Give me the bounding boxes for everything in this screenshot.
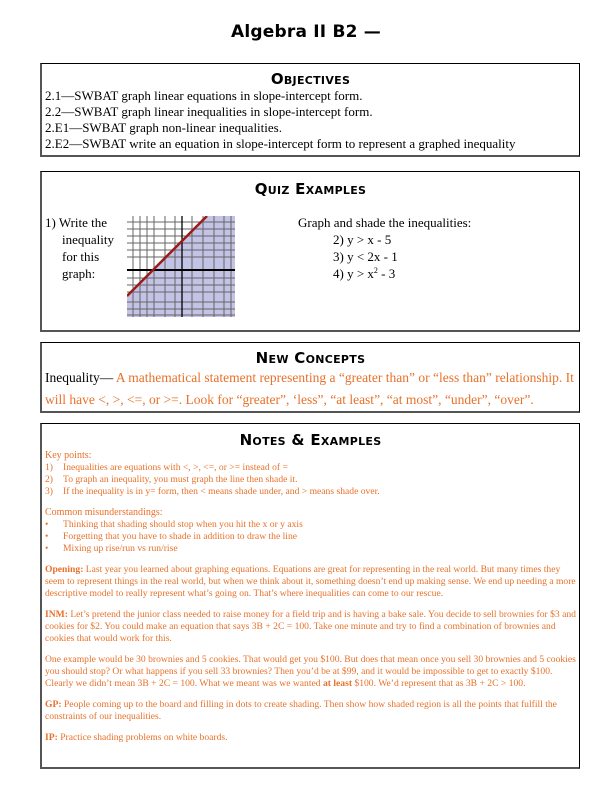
quiz-q1-line: graph: — [62, 266, 96, 281]
misunderstanding-item — [45, 519, 576, 531]
key-point-text: Inequalities are equations with <, >, <=, or >= instead of = — [63, 462, 288, 473]
list-marker: 3) — [45, 486, 53, 497]
key-point-item — [45, 462, 576, 474]
notes-examples-section — [40, 423, 580, 769]
ip-text: Practice shading problems on white boards. — [57, 732, 228, 743]
list-marker: 1) — [45, 462, 53, 473]
concepts-heading: New Concepts — [255, 349, 366, 367]
key-point-text: If the inequality is in y= form, then < means shade under, and > means shade over. — [63, 486, 380, 497]
objectives-section — [40, 63, 580, 157]
objectives-heading: Objectives — [270, 70, 351, 88]
gp-label: GP: — [45, 699, 62, 710]
misunderstanding-text: Forgetting that you have to shade in addition to draw the line — [63, 531, 298, 542]
new-concepts-section — [40, 342, 580, 413]
misunderstanding-text: Mixing up rise/run vs run/rise — [63, 543, 178, 554]
quiz-q1-line: 1) Write the — [45, 215, 108, 230]
ip-paragraph — [45, 732, 576, 744]
inequality-graph — [127, 216, 235, 317]
quiz-q1-line: for this — [62, 249, 100, 264]
inm-paragraph — [45, 609, 576, 645]
objective-item: 2.E2—SWBAT write an equation in slope-intercept form to represent a graphed inequality — [45, 136, 516, 151]
bullet-icon: • — [45, 531, 49, 542]
ip-label: IP: — [45, 732, 58, 743]
example-text: One example would be 30 brownies and 5 cookies. That would get you $100. But does that mean once you sell 30 brownies and 5 cookies you should stop? Or what happens if you sell 33 brownies? Then you’d be at $99, and it would be impossible to get to exactly $100. Clearly we didn’t mean 3B + 2C = 100. What we meant was we wanted — [45, 654, 576, 689]
quiz-graph-and-shade — [298, 214, 471, 282]
example-emphasis: at least — [322, 678, 353, 689]
objective-item: 2.2—SWBAT graph linear inequalities in slope-intercept form. — [45, 104, 373, 119]
example-paragraph — [45, 654, 576, 690]
quiz-q1-line: inequality — [62, 232, 114, 247]
quiz-item-2: 2) y > x - 5 — [333, 232, 392, 247]
quiz-item-4 — [298, 265, 471, 282]
quiz-item-4-base: 4) y > x — [333, 266, 374, 281]
inm-label: INM: — [45, 609, 68, 620]
opening-label: Opening: — [45, 564, 84, 575]
misunderstandings-list — [45, 519, 576, 555]
misunderstanding-item — [45, 531, 576, 543]
key-point-text: To graph an inequality, you must graph the line then shade it. — [63, 474, 298, 485]
key-points-title: Key points: — [45, 450, 92, 461]
example-text-end: $100. We’d represent that as 3B + 2C > 100. — [352, 678, 526, 689]
objective-item: 2.E1—SWBAT graph non-linear inequalities. — [45, 120, 282, 135]
quiz-instructions: Graph and shade the inequalities: — [298, 215, 472, 230]
misunderstandings-title: Common misunderstandings: — [45, 507, 163, 518]
bullet-icon: • — [45, 543, 49, 554]
quiz-item-4-exponent: 2 — [373, 266, 378, 275]
objective-item: 2.1—SWBAT graph linear equations in slope-intercept form. — [45, 88, 363, 103]
quiz-item-4-suffix: - 3 — [377, 266, 396, 281]
bullet-icon: • — [45, 519, 49, 530]
quiz-question-1 — [45, 214, 114, 282]
key-point-item — [45, 486, 576, 498]
list-marker: 2) — [45, 474, 53, 485]
quiz-item-3: 3) y < 2x - 1 — [333, 249, 398, 264]
concept-description: A mathematical statement representing a “greater than” or “less than” relationship. It will have <, >, <=, or >=. Look for “greater”, ‘less”, “at least”, “at most”, “under”, “over”. — [45, 370, 574, 407]
concept-definition — [45, 367, 576, 411]
notes-body — [45, 450, 576, 744]
gp-paragraph — [45, 699, 576, 723]
quiz-examples-section — [40, 171, 580, 332]
misunderstanding-item — [45, 543, 576, 555]
gp-text: People coming up to the board and filling in dots to create shading. Then show how shaded region is all the points that fulfill the constraints of our inequalities. — [45, 699, 557, 722]
key-point-item — [45, 474, 576, 486]
opening-text: Last year you learned about graphing equations. Equations are great for representing in the real world. But many times they seem to represent things in the real world, but when we think about it, something doesn’t end up making sense. We end up needing a more descriptive model to really represent what’s going on. That’s where inequalities can come to our rescue. — [45, 564, 576, 599]
concept-term: Inequality— — [45, 370, 114, 385]
misunderstanding-text: Thinking that shading should stop when you hit the x or y axis — [63, 519, 303, 530]
key-points-list — [45, 462, 576, 498]
notes-heading: Notes & Examples — [239, 431, 382, 449]
page-title: Algebra II B2 — — [231, 22, 381, 42]
inm-text: Let’s pretend the junior class needed to raise money for a field trip and is having a bake sale. You decide to sell brownies for $3 and cookies for $2. You could make an equation that says 3B + 2C = 100. Take one minute and try to find a combination of brownies and cookies that would work for this. — [45, 609, 576, 644]
opening-paragraph — [45, 564, 576, 600]
quiz-heading: Quiz Examples — [254, 180, 367, 198]
